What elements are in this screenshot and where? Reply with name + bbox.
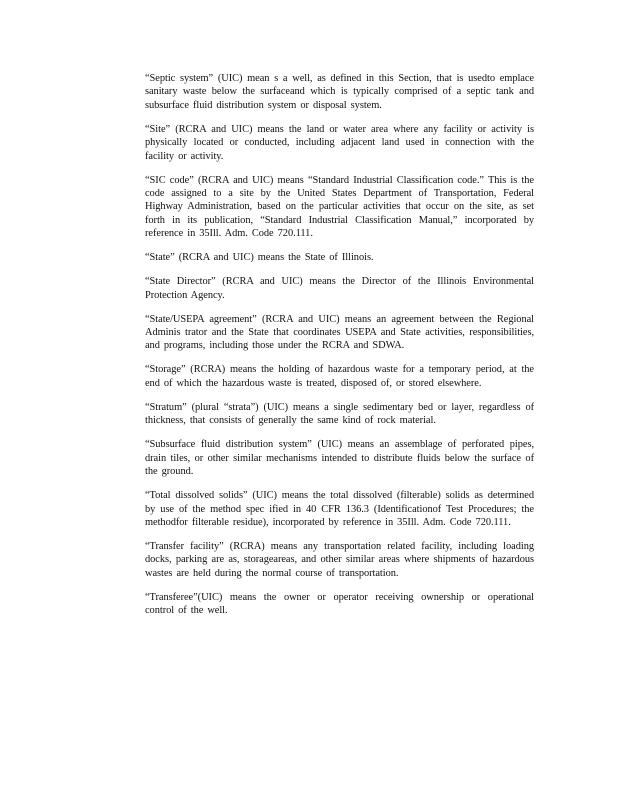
definition-septic-system: “Septic system” (UIC) mean s a well, as defined in this Section, that is usedto emplace sanitary waste below the surfaceand which is typically comprised of a septic tank and subsurface fluid distribution system or disposal system. (145, 73, 534, 111)
document-page (145, 72, 534, 628)
definition-sic-code: “SIC code” (RCRA and UIC) means “Standard Industrial Classification code.” This is the code assigned to a site by the United States Department of Transportation, Federal Highway Administration, based on the particular activities that occur on the site, as set forth in its publication, “Standard Industrial Classification Manual,” incorporated by reference in 35Ill. Adm. Code 720.111. (145, 174, 534, 240)
definition-state-usepa-agreement: “State/USEPA agreement” (RCRA and UIC) means an agreement between the Regional Adminis trator and the State that coordinates USEPA and State activities, responsibilities, and programs, including those under the RCRA and SDWA. (145, 313, 534, 352)
definition-state: “State” (RCRA and UIC) means the State of Illinois. (145, 252, 374, 264)
definition-transfer-facility: “Transfer facility” (RCRA) means any transportation related facility, including loading docks, parking are as, storageareas, and other similar areas where shipments of hazardous wastes are held during the normal course of transportation. (145, 540, 534, 579)
definition-site: “Site” (RCRA and UIC) means the land or water area where any facility or activity is physically located or conducted, including adjacent land used in connection with the facility or activity. (145, 123, 534, 162)
definition-stratum: “Stratum” (plural “strata”) (UIC) means a single sedimentary bed or layer, regardless of thickness, that consists of generally the same kind of rock material. (145, 401, 534, 427)
definition-state-director: “State Director” (RCRA and UIC) means the Director of the Illinois Environmental Protection Agency. (145, 276, 534, 301)
definition-total-dissolved-solids: “Total dissolved solids” (UIC) means the total dissolved (filterable) solids as determined by use of the method spec ified in 40 CFR 136.3 (Identificationof Test Procedures; the methodfor filterable residue), incorporated by reference in 35Ill. Adm. Code 720.111. (145, 490, 534, 528)
definition-transferee: “Transferee”(UIC) means the owner or operator receiving ownership or operational control of the well. (145, 591, 534, 617)
definition-subsurface-fluid-distribution-system: “Subsurface fluid distribution system” (UIC) means an assemblage of perforated pipes, drain tiles, or other similar mechanisms intended to distribute fluids below the surface of the ground. (145, 439, 534, 478)
definition-storage: “Storage” (RCRA) means the holding of hazardous waste for a temporary period, at the end of which the hazardous waste is treated, disposed of, or stored elsewhere. (145, 364, 534, 389)
